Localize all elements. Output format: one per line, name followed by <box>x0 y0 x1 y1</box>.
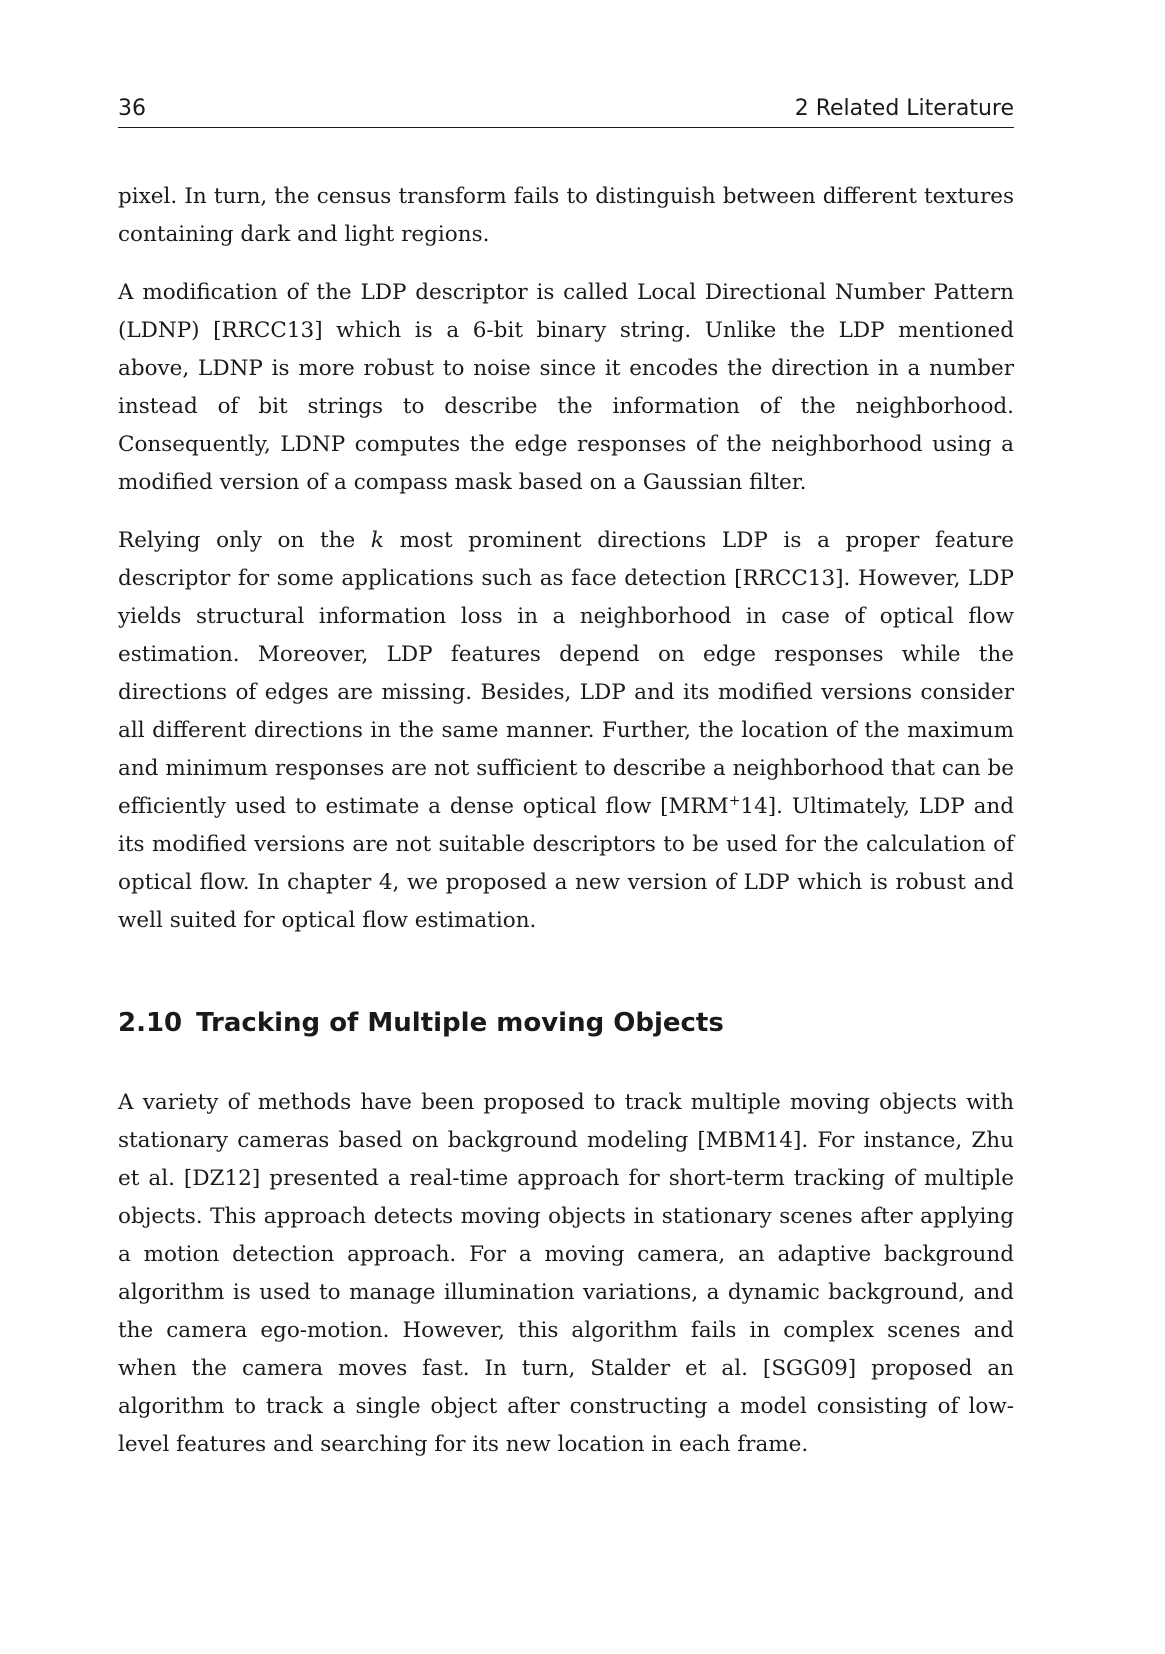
paragraph-text: Relying only on the <box>118 528 371 553</box>
paragraph-ldnp: A modification of the LDP descriptor is called Local Directional Number Pattern (LDNP) [RRCC13] which is a 6-bit binary string. Unlike the LDP mentioned above, LDNP is more robust to noise since it encodes the direction in a number instead of bit strings to describe the information of the neighborhood. Consequently, LDNP computes the edge responses of the neighborhood using a modified version of a compass mask based on a Gaussian filter. <box>118 280 1014 495</box>
section-number: 2.10 <box>118 1008 183 1038</box>
paragraph-text: 14]. Ultimately, LDP and its modified versions are not suitable descriptors to be used for the calculation of optical flow. In chapter 4, we proposed a new version of LDP which is robust and well suited for optical flow estimation. <box>118 794 1015 933</box>
document-page <box>118 96 1014 1464</box>
chapter-title: 2 Related Literature <box>794 96 1014 121</box>
running-header <box>118 96 1014 128</box>
superscript-plus: + <box>728 792 741 809</box>
section-title: Tracking of Multiple moving Objects <box>196 1008 724 1038</box>
paragraph-text: most prominent directions LDP is a proper feature descriptor for some applications such as face detection [RRCC13]. However, LDP yields structural information loss in a neighborhood in case of optical flow estimation. Moreover, LDP features depend on edge responses while the directions of edges are missing. Besides, LDP and its modified versions consider all different directions in the same manner. Further, the location of the maximum and minimum responses are not sufficient to describe a neighborhood that can be efficiently used to estimate a dense optical flow [MRM <box>118 528 1014 819</box>
section-heading <box>118 1008 1014 1038</box>
page-number: 36 <box>118 96 146 121</box>
paragraph-tracking-methods: A variety of methods have been proposed to track multiple moving objects with stationary cameras based on background modeling [MBM14]. For instance, Zhu et al. [DZ12] presented a real-time approach for short-term tracking of multiple objects. This approach detects moving objects in stationary scenes after applying a motion detection approach. For a moving camera, an adaptive background algorithm is used to manage illumination variations, a dynamic background, and the camera ego-motion. However, this algorithm fails in complex scenes and when the camera moves fast. In turn, Stalder et al. [SGG09] proposed an algorithm to track a single object after constructing a model consisting of low-level features and searching for its new location in each frame. <box>118 1090 1014 1457</box>
paragraph-census-transform: pixel. In turn, the census transform fails to distinguish between different textures containing dark and light regions. <box>118 184 1014 247</box>
paragraph-ldp-limitations <box>118 522 1014 940</box>
math-variable-k: k <box>370 528 384 553</box>
